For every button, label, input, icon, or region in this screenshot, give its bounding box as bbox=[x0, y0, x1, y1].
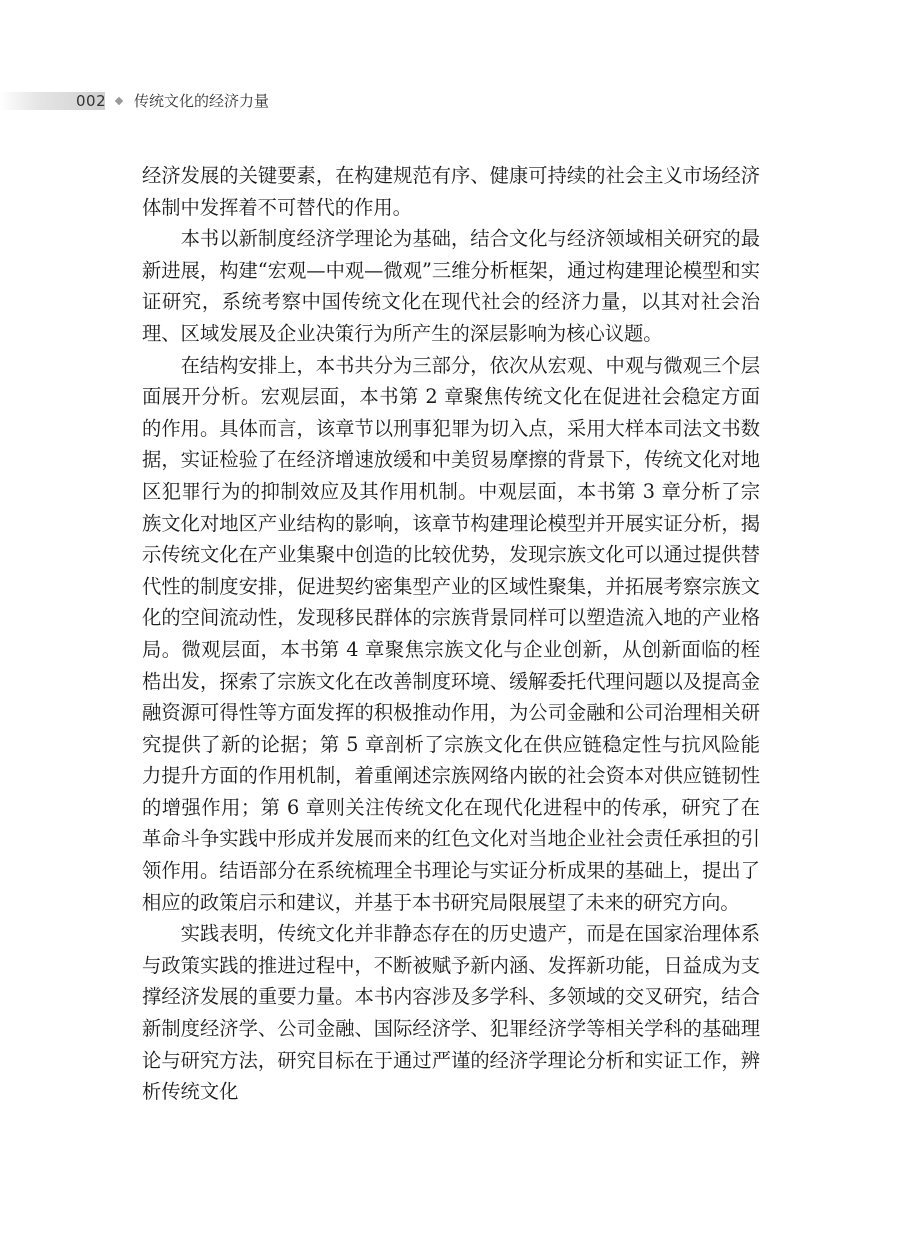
page-number: 002 bbox=[76, 92, 107, 110]
paragraph: 实践表明，传统文化并非静态存在的历史遗产，而是在国家治理体系与政策实践的推进过程中，不断被赋予新内涵、发挥新功能，日益成为支撑经济发展的重要力量。本书内容涉及多学科、多领域的交叉研究，结合新制度经济学、公司金融、国际经济学、犯罪经济学等相关学科的基础理论与研究方法，研究目标在于通过严谨的经济学理论分析和实证工作，辨析传统文化 bbox=[142, 922, 760, 1104]
paragraph: 在结构安排上，本书共分为三部分，依次从宏观、中观与微观三个层面展开分析。宏观层面，本书第 2 章聚焦传统文化在促进社会稳定方面的作用。具体而言，该章节以刑事犯罪为切入点，采用大样本司法文书数据，实证检验了在经济增速放缓和中美贸易摩擦的背景下，传统文化对地区犯罪行为的抑制效应及其作用机制。中观层面，本书第 3 章分析了宗族文化对地区产业结构的影响，该章节构建理论模型并开展实证分析，揭示传统文化在产业集聚中创造的比较优势，发现宗族文化可以通过提供替代性的制度安排，促进契约密集型产业的区域性聚集，并拓展考察宗族文化的空间流动性，发现移民群体的宗族背景同样可以塑造流入地的产业格局。微观层面，本书第 4 章聚焦宗族文化与企业创新，从创新面临的桎梏出发，探索了宗族文化在改善制度环境、缓解委托代理问题以及提高金融资源可得性等方面发挥的积极推动作用，为公司金融和公司治理相关研究提供了新的论据；第 5 章剖析了宗族文化在供应链稳定性与抗风险能力提升方面的作用机制，着重阐述宗族网络内嵌的社会资本对供应链韧性的增强作用；第 6 章则关注传统文化在现代化进程中的传承，研究了在革命斗争实践中形成并发展而来的红色文化对当地企业社会责任承担的引领作用。结语部分在系统梳理全书理论与实证分析成果的基础上，提出了相应的政策启示和建议，并基于本书研究局限展望了未来的研究方向。 bbox=[142, 353, 760, 914]
paragraph: 本书以新制度经济学理论为基础，结合文化与经济领域相关研究的最新进展，构建“宏观—中观—微观”三维分析框架，通过构建理论模型和实证研究，系统考察中国传统文化在现代社会的经济力量，以其对社会治理、区域发展及企业决策行为所产生的深层影响为核心议题。 bbox=[142, 227, 760, 345]
body-text bbox=[142, 160, 760, 1108]
paragraph-continued: 经济发展的关键要素，在构建规范有序、健康可持续的社会主义市场经济体制中发挥着不可替代的作用。 bbox=[142, 164, 760, 219]
diamond-bullet-icon bbox=[115, 97, 123, 105]
running-title: 传统文化的经济力量 bbox=[134, 92, 270, 110]
running-header bbox=[0, 90, 900, 112]
